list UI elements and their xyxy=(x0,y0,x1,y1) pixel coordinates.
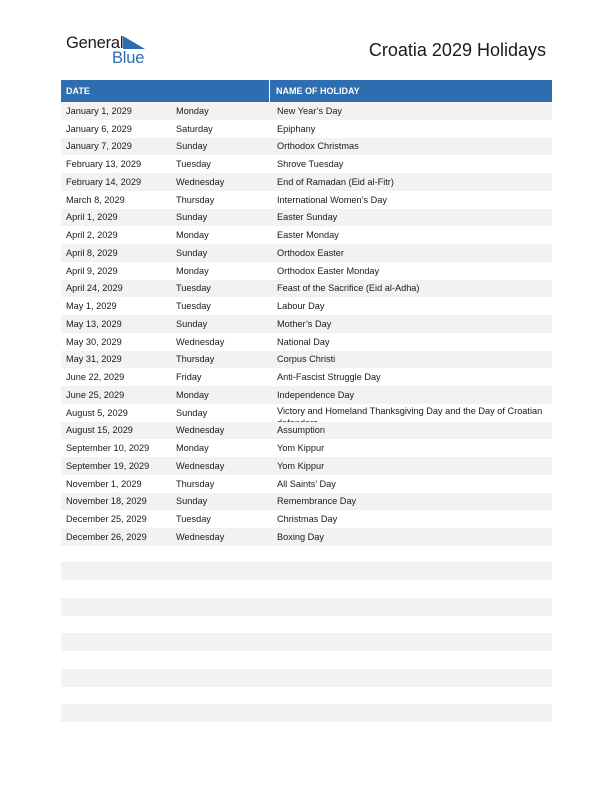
holiday-date: December 26, 2029 xyxy=(66,531,147,542)
table-row xyxy=(61,191,552,209)
holiday-weekday: Thursday xyxy=(176,478,215,489)
holiday-weekday: Monday xyxy=(176,105,209,116)
holiday-date: April 9, 2029 xyxy=(66,265,118,276)
logo-text-general: General xyxy=(66,34,124,52)
holiday-date: September 19, 2029 xyxy=(66,460,150,471)
holiday-date: November 18, 2029 xyxy=(66,496,147,507)
table-row xyxy=(61,510,552,528)
holiday-weekday: Sunday xyxy=(176,496,208,507)
holiday-weekday: Thursday xyxy=(176,354,215,365)
table-row xyxy=(61,439,552,457)
table-row xyxy=(61,226,552,244)
holiday-weekday: Sunday xyxy=(176,247,208,258)
holiday-date: May 30, 2029 xyxy=(66,336,122,347)
holiday-name: Yom Kippur xyxy=(277,460,325,471)
holiday-name: End of Ramadan (Eid al-Fitr) xyxy=(277,176,394,187)
table-row xyxy=(61,422,552,440)
holiday-date: August 15, 2029 xyxy=(66,425,133,436)
holiday-name: Remembrance Day xyxy=(277,496,357,507)
holiday-weekday: Monday xyxy=(176,265,209,276)
holiday-date: May 13, 2029 xyxy=(66,318,122,329)
header-date: DATE xyxy=(61,80,270,102)
holiday-date: August 5, 2029 xyxy=(66,407,128,418)
holiday-date: June 25, 2029 xyxy=(66,389,125,400)
table-row xyxy=(61,315,552,333)
table-row xyxy=(61,297,552,315)
holiday-weekday: Monday xyxy=(176,389,209,400)
logo-text-blue: Blue xyxy=(112,49,145,67)
holiday-name: Orthodox Easter Monday xyxy=(277,265,380,276)
holiday-weekday: Wednesday xyxy=(176,460,225,471)
page-title: Croatia 2029 Holidays xyxy=(368,40,546,60)
holiday-date: January 6, 2029 xyxy=(66,123,132,134)
holiday-weekday: Tuesday xyxy=(176,159,211,170)
table-body xyxy=(61,102,552,546)
table-row xyxy=(61,120,552,138)
holiday-weekday: Wednesday xyxy=(176,531,225,542)
holiday-date: April 1, 2029 xyxy=(66,212,118,223)
table-row xyxy=(61,386,552,404)
holiday-name: Yom Kippur xyxy=(277,443,325,454)
holiday-weekday: Monday xyxy=(176,230,209,241)
holiday-weekday: Sunday xyxy=(176,212,208,223)
holiday-weekday: Sunday xyxy=(176,318,208,329)
holiday-date: January 7, 2029 xyxy=(66,141,132,152)
holiday-name: Christmas Day xyxy=(277,514,338,525)
table-row xyxy=(61,244,552,262)
empty-row xyxy=(61,562,552,580)
holiday-weekday: Wednesday xyxy=(176,336,225,347)
table-row xyxy=(61,528,552,546)
holiday-date: May 1, 2029 xyxy=(66,301,117,312)
empty-row xyxy=(61,669,552,687)
table-row xyxy=(61,209,552,227)
holiday-date: April 24, 2029 xyxy=(66,283,123,294)
table-row xyxy=(61,155,552,173)
empty-row xyxy=(61,704,552,722)
table-row xyxy=(61,351,552,369)
holiday-weekday: Sunday xyxy=(176,141,208,152)
holiday-date: February 14, 2029 xyxy=(66,176,142,187)
table-row xyxy=(61,102,552,120)
table-row xyxy=(61,457,552,475)
holiday-name: Easter Sunday xyxy=(277,212,338,223)
holiday-name: Boxing Day xyxy=(277,531,324,542)
holiday-weekday: Wednesday xyxy=(176,176,225,187)
holiday-date: April 2, 2029 xyxy=(66,230,118,241)
generalblue-logo xyxy=(66,34,156,70)
table-row xyxy=(61,173,552,191)
holiday-weekday: Saturday xyxy=(176,123,213,134)
table-row xyxy=(61,280,552,298)
holiday-name: Orthodox Christmas xyxy=(277,141,359,152)
table-row xyxy=(61,368,552,386)
logo-triangle-icon xyxy=(123,36,147,50)
holiday-name: Corpus Christi xyxy=(277,354,336,365)
holiday-weekday: Thursday xyxy=(176,194,215,205)
holiday-date: November 1, 2029 xyxy=(66,478,142,489)
holidays-table xyxy=(61,80,552,546)
holiday-weekday: Wednesday xyxy=(176,425,225,436)
holiday-name: Mother’s Day xyxy=(277,318,332,329)
holiday-name: National Day xyxy=(277,336,330,347)
holiday-date: June 22, 2029 xyxy=(66,372,125,383)
table-header xyxy=(61,80,552,102)
holiday-name: Shrove Tuesday xyxy=(277,159,344,170)
table-row xyxy=(61,138,552,156)
holiday-date: September 10, 2029 xyxy=(66,443,150,454)
holiday-name: New Year’s Day xyxy=(277,105,343,116)
holiday-weekday: Tuesday xyxy=(176,514,211,525)
holiday-name: All Saints’ Day xyxy=(277,478,336,489)
holiday-date: May 31, 2029 xyxy=(66,354,122,365)
table-row xyxy=(61,262,552,280)
holiday-weekday: Tuesday xyxy=(176,301,211,312)
empty-row xyxy=(61,633,552,651)
holiday-name: Victory and Homeland Thanksgiving Day and the Day of Croatian xyxy=(277,405,543,416)
holiday-name: Labour Day xyxy=(277,301,325,312)
header-holiday-name: NAME OF HOLIDAY xyxy=(276,86,360,96)
empty-row xyxy=(61,598,552,616)
holiday-name: Epiphany xyxy=(277,123,316,134)
holiday-name: Anti-Fascist Struggle Day xyxy=(277,372,381,383)
table-row xyxy=(61,475,552,493)
holiday-weekday: Friday xyxy=(176,372,202,383)
holiday-name: Independence Day xyxy=(277,389,355,400)
holiday-weekday: Tuesday xyxy=(176,283,211,294)
table-row xyxy=(61,404,552,422)
holiday-weekday: Monday xyxy=(176,443,209,454)
holiday-name: Feast of the Sacrifice (Eid al-Adha) xyxy=(277,283,420,294)
holiday-date: December 25, 2029 xyxy=(66,514,147,525)
holiday-date: April 8, 2029 xyxy=(66,247,118,258)
holiday-name: International Women’s Day xyxy=(277,194,387,205)
holiday-name: Assumption xyxy=(277,425,326,436)
table-row xyxy=(61,493,552,511)
holiday-date: March 8, 2029 xyxy=(66,194,125,205)
holiday-name: Orthodox Easter xyxy=(277,247,344,258)
holiday-date: January 1, 2029 xyxy=(66,105,132,116)
holiday-date: February 13, 2029 xyxy=(66,159,142,170)
holiday-name: Easter Monday xyxy=(277,230,339,241)
holiday-weekday: Sunday xyxy=(176,407,208,418)
table-row xyxy=(61,333,552,351)
